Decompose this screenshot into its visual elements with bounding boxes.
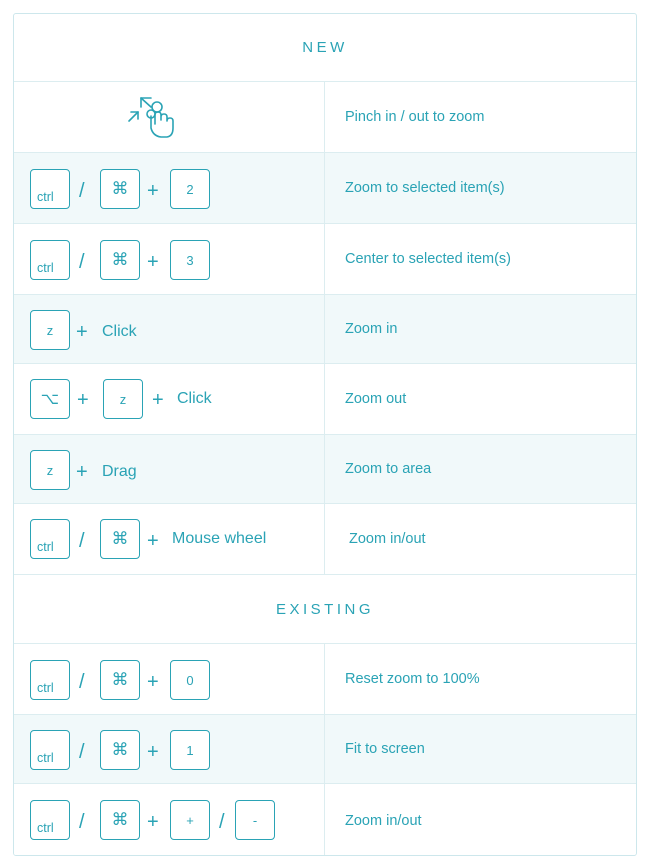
key-3: 3	[170, 240, 210, 280]
shortcut-row-center-selected	[14, 224, 636, 295]
key-z: z	[30, 450, 70, 490]
shortcut-row-zoom-wheel	[14, 504, 636, 575]
mouse-wheel-label: Mouse wheel	[172, 530, 267, 547]
slash-separator: /	[79, 671, 85, 693]
shortcut-row-pinch	[14, 82, 636, 153]
slash-separator: /	[219, 811, 225, 833]
section-header-existing	[14, 575, 636, 644]
section-title-existing: EXISTING	[275, 600, 374, 618]
shortcut-description: Zoom in	[345, 321, 398, 337]
plus-separator: +	[147, 180, 159, 202]
ctrl-key: ctrl	[30, 169, 70, 209]
ctrl-key: ctrl	[30, 730, 70, 770]
key-z: z	[30, 310, 70, 350]
ctrl-key: ctrl	[30, 519, 70, 559]
shortcut-row-zoom-plus-minus	[14, 784, 636, 856]
slash-separator: /	[79, 741, 85, 763]
section-title-new: NEW	[302, 39, 348, 56]
shortcut-row-fit-screen	[14, 715, 636, 784]
shortcut-description: Fit to screen	[345, 741, 425, 757]
slash-separator: /	[79, 251, 85, 273]
pinch-zoom-icon	[127, 94, 177, 140]
option-key: ⌥	[30, 379, 70, 419]
shortcut-description: Pinch in / out to zoom	[345, 109, 485, 125]
shortcut-row-zoom-out	[14, 364, 636, 435]
shortcut-description: Zoom to area	[345, 461, 432, 477]
key-0: 0	[170, 660, 210, 700]
plus-separator: +	[147, 741, 159, 763]
command-key: ⌘	[100, 660, 140, 700]
key-1: 1	[170, 730, 210, 770]
command-key: ⌘	[100, 730, 140, 770]
shortcut-row-zoom-area	[14, 435, 636, 504]
command-key: ⌘	[100, 800, 140, 840]
shortcut-table	[13, 13, 637, 856]
drag-label: Drag	[102, 463, 137, 480]
slash-separator: /	[79, 811, 85, 833]
ctrl-key: ctrl	[30, 660, 70, 700]
key-2: 2	[170, 169, 210, 209]
command-key: ⌘	[100, 169, 140, 209]
slash-separator: /	[79, 530, 85, 552]
shortcut-description: Zoom to selected item(s)	[345, 180, 505, 196]
key-z: z	[103, 379, 143, 419]
click-label: Click	[102, 323, 137, 340]
shortcut-description: Zoom in/out	[349, 531, 426, 547]
command-key: ⌘	[100, 240, 140, 280]
plus-separator: +	[147, 811, 159, 833]
shortcut-row-zoom-in	[14, 295, 636, 364]
plus-separator: +	[147, 251, 159, 273]
shortcut-description: Reset zoom to 100%	[345, 671, 480, 687]
plus-separator: +	[76, 461, 88, 483]
command-key: ⌘	[100, 519, 140, 559]
plus-separator: +	[152, 389, 164, 411]
plus-key: +	[170, 800, 210, 840]
minus-key: -	[235, 800, 275, 840]
ctrl-key: ctrl	[30, 240, 70, 280]
shortcut-description: Center to selected item(s)	[345, 251, 512, 267]
slash-separator: /	[79, 180, 85, 202]
plus-separator: +	[147, 671, 159, 693]
plus-separator: +	[76, 321, 88, 343]
click-label: Click	[177, 390, 212, 407]
shortcut-description: Zoom in/out	[345, 812, 422, 829]
plus-separator: +	[77, 389, 89, 411]
section-header-new	[14, 14, 636, 82]
shortcut-description: Zoom out	[345, 391, 407, 407]
ctrl-key: ctrl	[30, 800, 70, 840]
plus-separator: +	[147, 530, 159, 552]
shortcut-row-reset-zoom	[14, 644, 636, 715]
shortcut-row-zoom-selected	[14, 153, 636, 224]
